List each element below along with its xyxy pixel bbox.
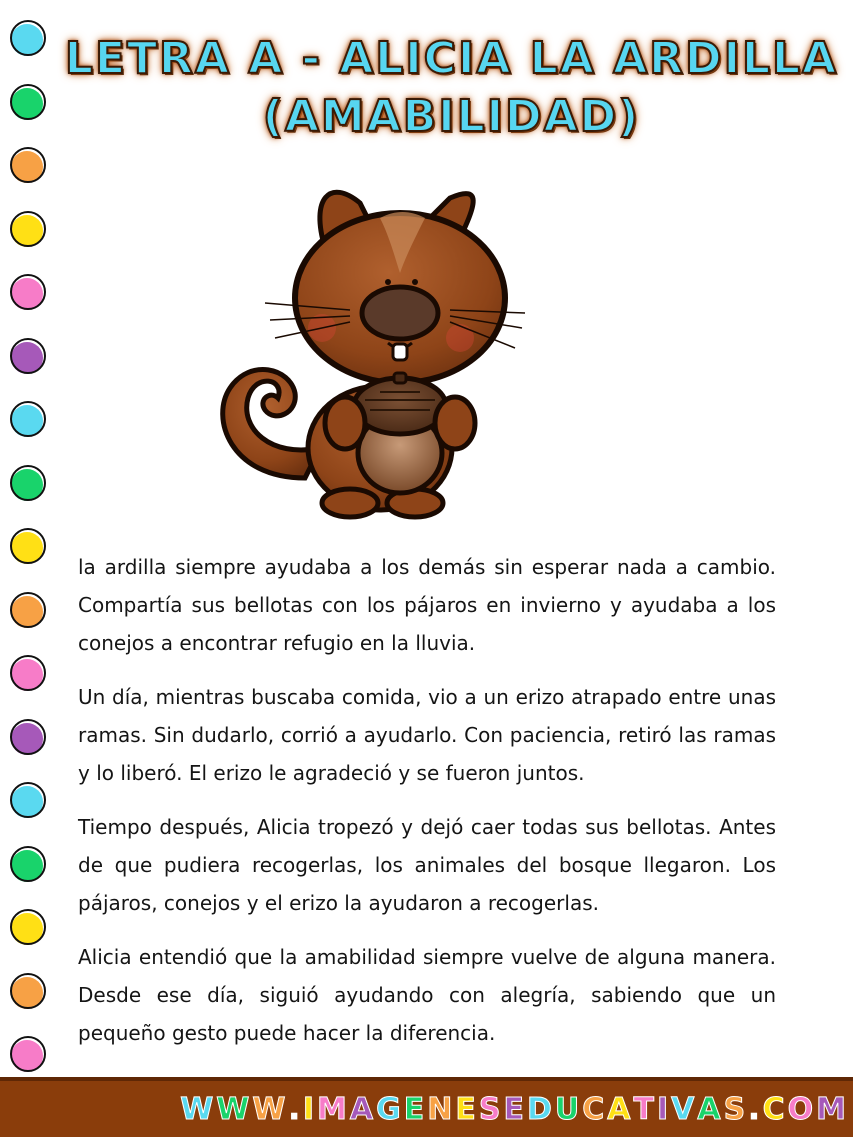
decorative-dot [8, 528, 46, 566]
story-text [78, 548, 776, 1068]
title-line-1: LETRA A - ALICIA LA ARDILLA [64, 33, 839, 84]
story-paragraph-1: la ardilla siempre ayudaba a los demás sin esperar nada a cambio. Compartía sus bellotas con los pájaros en invierno y ayudaba a los conejos a encontrar refugio en la lluvia. [78, 555, 776, 655]
decorative-dot [8, 592, 46, 630]
decorative-dot [8, 846, 46, 884]
decorative-dot [8, 20, 46, 58]
decorative-dot [8, 211, 46, 249]
decorative-dot [8, 655, 46, 693]
footer-bar [0, 1077, 853, 1137]
page-title [60, 30, 843, 146]
decorative-dot [8, 465, 46, 503]
story-paragraph-3: Tiempo después, Alicia tropezó y dejó caer todas sus bellotas. Antes de que pudiera recogerlas, los animales del bosque llegaron. Los pájaros, conejos y el erizo la ayudaron a recogerlas. [78, 815, 776, 915]
decorative-dot [8, 782, 46, 820]
decorative-dot [8, 1036, 46, 1074]
decorative-dot [8, 84, 46, 122]
website-url[interactable]: WWW.IMAGENESEDUCATIVAS.COM [180, 1092, 849, 1127]
squirrel-tail [223, 369, 320, 478]
squirrel-foot-left [322, 489, 378, 517]
decorative-dot-column [0, 0, 60, 1080]
decorative-dot [8, 147, 46, 185]
decorative-dot [8, 909, 46, 947]
squirrel-illustration [210, 178, 530, 528]
decorative-dot [8, 973, 46, 1011]
decorative-dot [8, 719, 46, 757]
title-line-2: (AMABILIDAD) [262, 91, 641, 142]
story-paragraph-4: Alicia entendió que la amabilidad siempre vuelve de alguna manera. Desde ese día, siguió ayudando con alegría, sabiendo que un pequeño gesto puede hacer la diferencia. [78, 945, 776, 1045]
decorative-dot [8, 274, 46, 312]
squirrel-nose [362, 287, 438, 339]
decorative-dot [8, 401, 46, 439]
decorative-dot [8, 338, 46, 376]
story-paragraph-2: Un día, mientras buscaba comida, vio a un erizo atrapado entre unas ramas. Sin dudarlo, corrió a ayudarlo. Con paciencia, retiró las ramas y lo liberó. El erizo le agradeció y se fueron juntos. [78, 685, 776, 785]
acorn-cap [354, 378, 446, 434]
